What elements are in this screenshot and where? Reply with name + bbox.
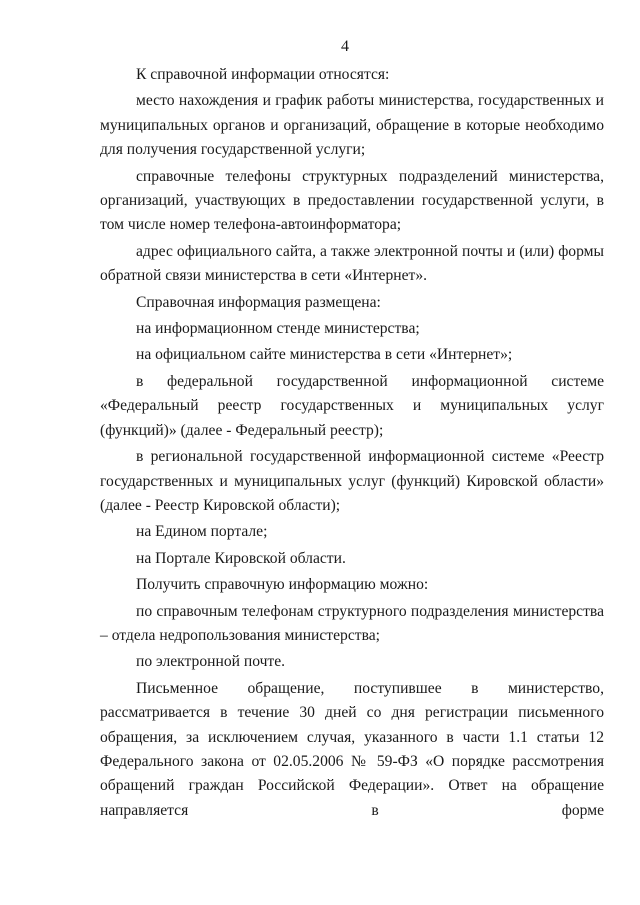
paragraph-official-site: на официальном сайте министерства в сети «Интернет»; — [136, 346, 513, 364]
paragraph-get-info-heading: Получить справочную информацию можно: — [136, 576, 429, 594]
paragraph-location-schedule: место нахождения и график работы министерства, государственных и муниципальных органов и организаций, обращение в которые необходимо для получения государственной услуги; — [100, 92, 604, 159]
paragraph-info-placed-heading: Справочная информация размещена: — [136, 293, 381, 311]
paragraph-unified-portal: на Едином портале; — [136, 523, 268, 541]
paragraph-regional-register: в региональной государственной информационной системе «Реестр государственных и муниципальных услуг (функций) Кировской области» (далее - Реестр Кировской области); — [100, 448, 604, 514]
paragraph-reference-info-heading: К справочной информации относятся: — [136, 66, 390, 83]
paragraph-by-email: по электронной почте. — [136, 653, 286, 671]
paragraph-written-appeal: Письменное обращение, поступившее в министерство, рассматривается в течение 30 дней со дня регистрации письменного обращения, за исключением случая, указанного в части 1.1 статьи 12 Федерального закона от 02.05.2006 № 59-ФЗ «О порядке рассмотрения обращений граждан Российской Федерации». Ответ на обращение направляется в форме — [100, 679, 604, 819]
page-number: 4 — [341, 38, 349, 55]
paragraph-by-phones: по справочным телефонам структурного подразделения министерства – отдела недропользования министерства; — [100, 602, 604, 644]
paragraph-website-email: адрес официального сайта, а также электронной почты и (или) формы обратной связи министерства в сети «Интернет». — [100, 242, 604, 285]
paragraph-info-stand: на информационном стенде министерства; — [136, 320, 420, 338]
document-body — [100, 63, 604, 823]
paragraph-federal-register: в федеральной государственной информационной системе «Федеральный реестр государственных и муниципальных услуг (функций)» (далее - Федеральный реестр); — [100, 372, 604, 439]
paragraph-kirov-portal: на Портале Кировской области. — [136, 549, 346, 567]
paragraph-reference-phones: справочные телефоны структурных подразделений министерства, организаций, участвующих в предоставлении государственной услуги, в том числе номер телефона-автоинформатора; — [100, 167, 604, 234]
